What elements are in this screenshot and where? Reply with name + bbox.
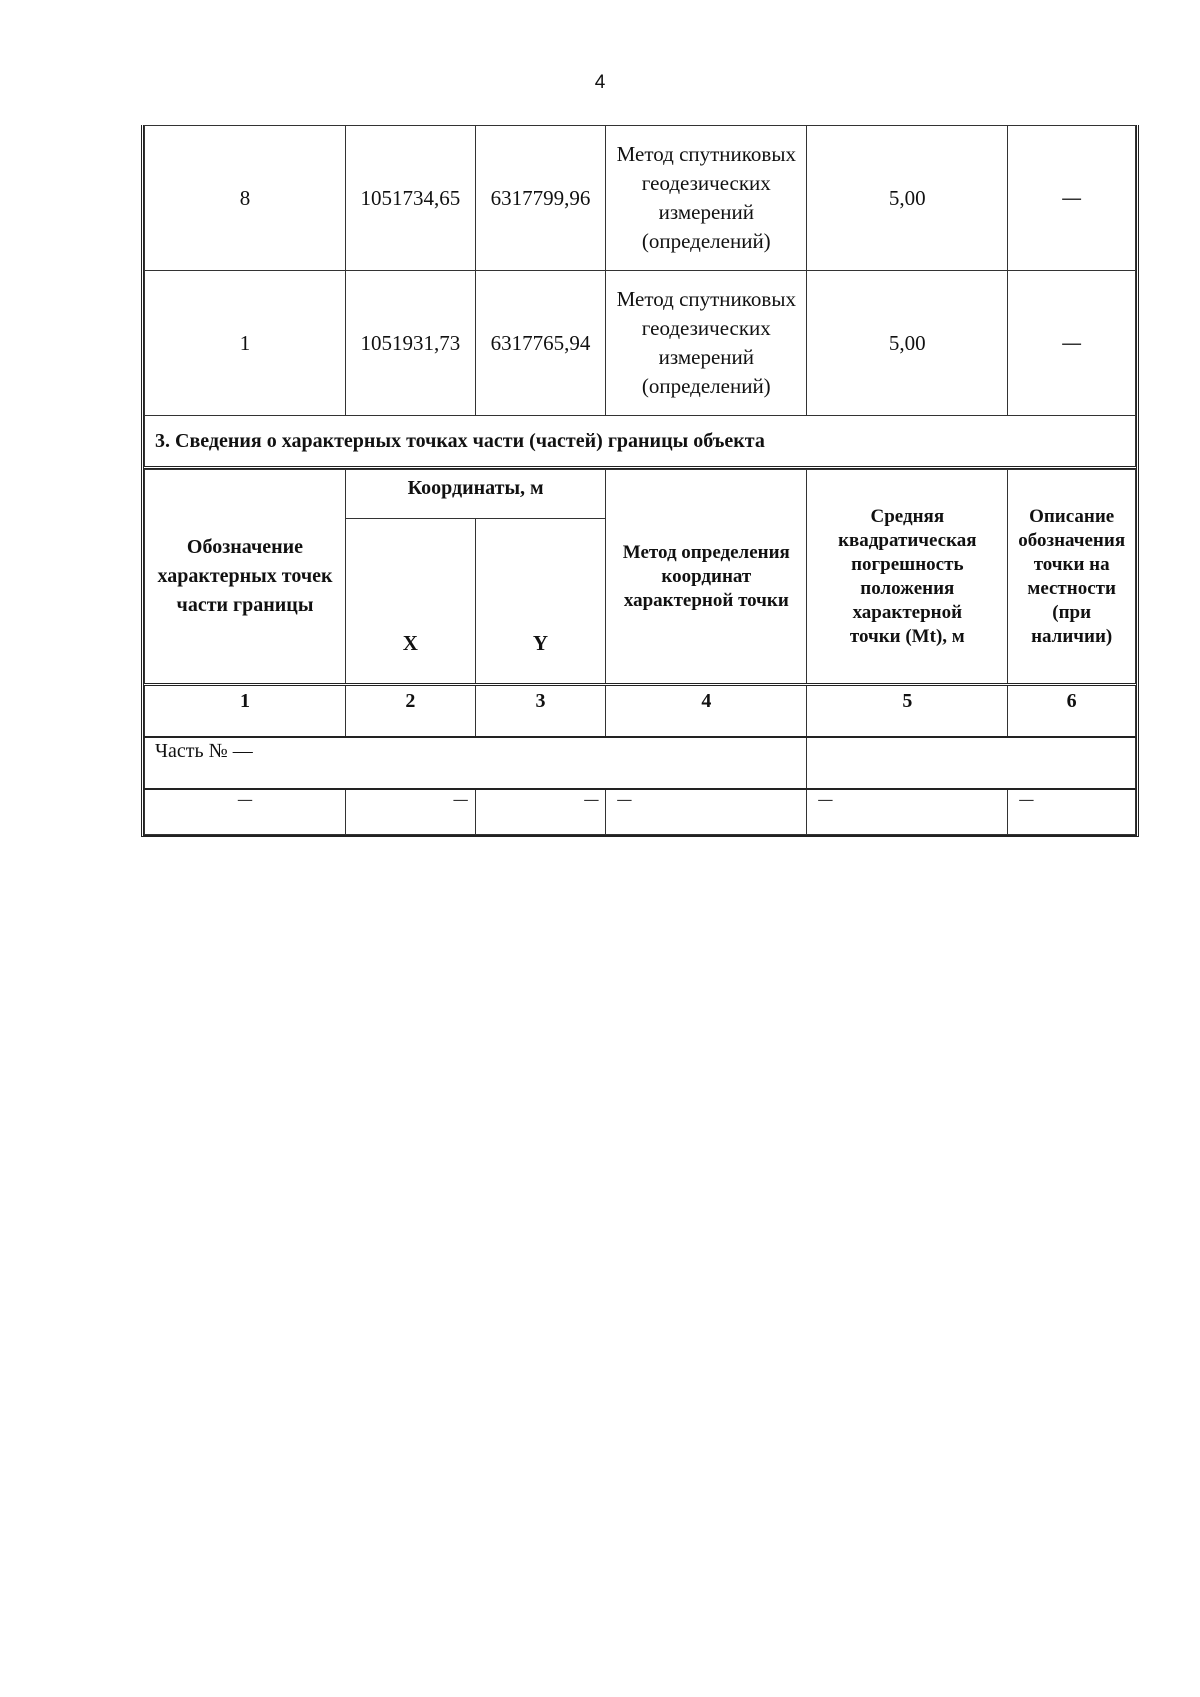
method-line: (определений) (641, 229, 771, 253)
header-accuracy: Средняя квадратическая погрешность положения характерной точки (Mt), м (807, 470, 1008, 685)
header-y: Y (475, 519, 606, 685)
empty-value: — (145, 789, 346, 835)
empty-value: — (606, 789, 807, 835)
points-table (144, 125, 1136, 469)
header-designation: Обозначение характерных точек части границы (145, 470, 346, 685)
table-row (145, 271, 1136, 416)
empty-value: — (475, 789, 606, 835)
table-row (145, 126, 1136, 271)
method-cell (606, 126, 807, 271)
part-points-table (144, 469, 1136, 835)
method-cell (606, 271, 807, 416)
description-value: — (1008, 271, 1136, 416)
accuracy-value: 5,00 (807, 126, 1008, 271)
column-number: 4 (606, 685, 807, 738)
column-number: 6 (1008, 685, 1136, 738)
column-numbers-row (145, 685, 1136, 738)
empty-value: — (346, 789, 476, 835)
header-x: X (346, 519, 476, 685)
coord-x: 1051931,73 (346, 271, 476, 416)
part-label: Часть № — (145, 737, 807, 789)
header-coordinates: Координаты, м (346, 470, 606, 519)
coord-y: 6317765,94 (475, 271, 606, 416)
point-number: 8 (145, 126, 346, 271)
column-number: 5 (807, 685, 1008, 738)
page-number: 4 (594, 72, 606, 93)
accuracy-value: 5,00 (807, 271, 1008, 416)
part-empty-cell (807, 737, 1136, 789)
description-value: — (1008, 126, 1136, 271)
part-row (145, 737, 1136, 789)
method-line: измерений (658, 345, 754, 369)
column-number: 1 (145, 685, 346, 738)
header-description: Описание обозначения точки на местности (при наличии) (1008, 470, 1136, 685)
method-line: измерений (658, 200, 754, 224)
coord-x: 1051734,65 (346, 126, 476, 271)
coord-y: 6317799,96 (475, 126, 606, 271)
column-number: 2 (346, 685, 476, 738)
method-line: геодезических (641, 171, 771, 195)
method-line: геодезических (641, 316, 771, 340)
table-row (145, 789, 1136, 835)
boundary-points-table (141, 125, 1139, 837)
header-method: Метод определения координат характерной точки (606, 470, 807, 685)
header-row (145, 470, 1136, 519)
section-title-row (145, 416, 1136, 468)
section-title: 3. Сведения о характерных точках части (частей) границы объекта (145, 416, 1136, 468)
method-line: (определений) (641, 374, 771, 398)
point-number: 1 (145, 271, 346, 416)
method-line: Метод спутниковых (616, 287, 796, 311)
empty-value: — (1008, 789, 1136, 835)
empty-value: — (807, 789, 1008, 835)
column-number: 3 (475, 685, 606, 738)
method-line: Метод спутниковых (616, 142, 796, 166)
